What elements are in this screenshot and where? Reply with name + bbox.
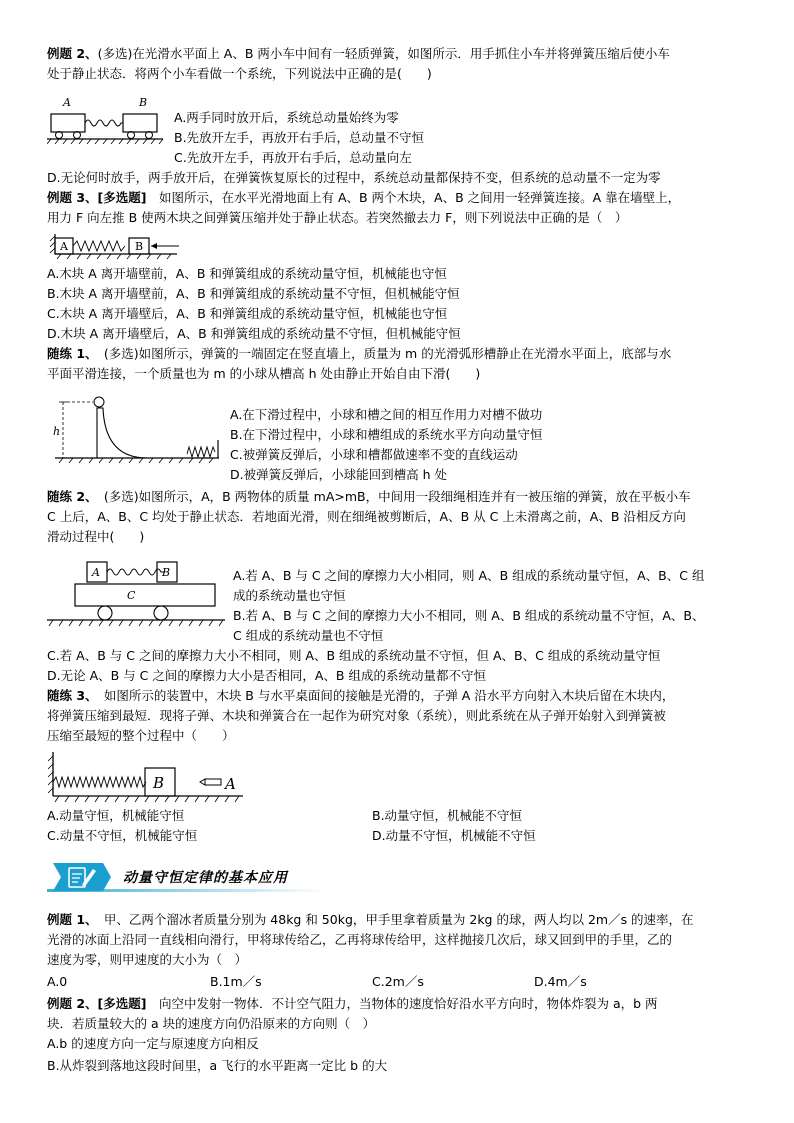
cart-a-label: A [63, 96, 71, 109]
ex3-option-a: A.木块 A 离开墙壁前，A、B 和弹簧组成的系统动量守恒，机械能也守恒 [47, 266, 447, 281]
block-b-label: B [153, 774, 165, 792]
cart-b-label: B [139, 96, 148, 109]
p1-option-a: A.在下滑过程中，小球和槽之间的相互作用力对槽不做功 [230, 407, 543, 422]
ex2b-option-b: B.从炸裂到落地这段时间里，a 飞行的水平距离一定比 b 的大 [47, 1058, 388, 1073]
p3-option-b: B.动量守恒，机械能不守恒 [372, 808, 523, 823]
cart-c-label: C [127, 589, 136, 602]
ex1b-option-a: A.0 [47, 974, 68, 989]
ex2b-line1: 例题 2、[多选题] 向空中发射一物体．不计空气阻力，当物体的速度恰好沿水平方向时，物体炸裂为 a，b 两 [47, 996, 658, 1011]
block-a-label: A [92, 566, 100, 579]
ex2b-option-a: A.b 的速度方向一定与原速度方向相反 [47, 1036, 259, 1051]
question-label: 随练 1、 [47, 346, 92, 361]
section-banner [47, 859, 759, 895]
p2-option-a-line1: A.若 A、B 与 C 之间的摩擦力大小相同，则 A、B 组成的系统动量守恒，A、B、C 组 [233, 568, 705, 583]
p2-line2: C 上后，A、B、C 均处于静止状态．若地面光滑，则在细绳被剪断后，A、B 从 C 上未滑离之前，A、B 沿相反方向 [47, 509, 686, 524]
p2-option-d: D.无论 A、B 与 C 之间的摩擦力大小是否相同，A、B 组成的系统动量都不守恒 [47, 668, 486, 683]
ex2-option-d: D.无论何时放手，两手放开后，在弹簧恢复原长的过程中，系统总动量都保持不变，但系统的总动量不一定为零 [47, 170, 661, 185]
ex2-line1: 例题 2、(多选)在光滑水平面上 A、B 两小车中间有一轻质弹簧，如图所示．用手抓住小车并将弹簧压缩后使小车 [47, 46, 670, 61]
p3-option-a: A.动量守恒，机械能守恒 [47, 808, 185, 823]
height-label: h [53, 425, 61, 438]
ex2-option-a: A.两手同时放开后，系统总动量始终为零 [174, 110, 399, 125]
block-b-label: B [162, 566, 171, 579]
p2-line3: 滑动过程中( ) [47, 529, 145, 544]
question-label: 例题 2、[多选题] [47, 996, 147, 1011]
question-label: 例题 3、[多选题] [47, 190, 147, 205]
ex1b-line1: 例题 1、 甲、乙两个溜冰者质量分别为 48kg 和 50kg，甲手里拿着质量为 2kg 的球，两人均以 2m／s 的速率，在 [47, 912, 694, 927]
p2-option-c: C.若 A、B 与 C 之间的摩擦力大小不相同，则 A、B 组成的系统动量不守恒，但 A、B、C 组成的系统动量守恒 [47, 648, 661, 663]
p3-option-d: D.动量不守恒，机械能不守恒 [372, 828, 536, 843]
ex1b-option-d: D.4m／s [534, 974, 587, 989]
p1-line2: 平面平滑连接，一个质量也为 m 的小球从槽高 h 处由静止开始自由下滑( ) [47, 366, 481, 381]
ex1b-line2: 光滑的冰面上沿同一直线相向滑行，甲将球传给乙，乙再将球传给甲，这样抛接几次后，球又回到甲的手里，乙的 [47, 932, 673, 947]
bullet-a-label: A [225, 775, 236, 793]
curved-slot-figure [47, 392, 227, 468]
block-a-label: A [60, 240, 68, 253]
question-label: 例题 2、 [47, 46, 98, 61]
p3-line2: 将弹簧压缩到最短．现将子弹、木块和弹簧合在一起作为研究对象（系统），则此系统在从子弹开始射入到弹簧被 [47, 708, 666, 723]
p1-option-c: C.被弹簧反弹后，小球和槽都做速率不变的直线运动 [230, 447, 518, 462]
p1-line1: 随练 1、 (多选)如图所示，弹簧的一端固定在竖直墙上，质量为 m 的光滑弧形槽静止在光滑水平面上，底部与水 [47, 346, 672, 361]
question-label: 随练 3、 [47, 688, 92, 703]
p3-option-c: C.动量不守恒，机械能守恒 [47, 828, 198, 843]
ex2-option-c: C.先放开左手，再放开右手后，总动量向左 [174, 150, 412, 165]
section-title: 动量守恒定律的基本应用 [123, 870, 288, 886]
bullet-block-figure [47, 748, 247, 806]
p1-option-b: B.在下滑过程中，小球和槽组成的系统水平方向动量守恒 [230, 427, 543, 442]
block-b-label: B [135, 240, 144, 253]
p2-line1: 随练 2、 (多选)如图所示，A，B 两物体的质量 mA>mB，中间用一段细绳相连并有一被压缩的弹簧，放在平板小车 [47, 489, 691, 504]
wall-blocks-figure [47, 232, 187, 262]
ex2b-line2: 块．若质量较大的 a 块的速度方向仍沿原来的方向则（ ） [47, 1016, 376, 1031]
two-carts-figure [47, 96, 167, 148]
ex2-line2: 处于静止状态．将两个小车看做一个系统，下列说法中正确的是( ) [47, 66, 432, 81]
ex3-line1: 例题 3、[多选题] 如图所示，在水平光滑地面上有 A、B 两个木块，A、B 之间用一轻弹簧连接。A 靠在墙壁上， [47, 190, 681, 205]
question-label: 例题 1、 [47, 912, 92, 927]
p2-option-a-line2: 成的系统动量也守恒 [233, 588, 346, 603]
p3-line3: 压缩至最短的整个过程中（ ） [47, 728, 235, 743]
ex3-option-d: D.木块 A 离开墙壁后，A、B 和弹簧组成的系统动量不守恒，但机械能守恒 [47, 326, 461, 341]
ex3-line2: 用力 F 向左推 B 使两木块之间弹簧压缩并处于静止状态。若突然撤去力 F，则下列说法中正确的是（ ） [47, 210, 628, 225]
ex2-option-b: B.先放开左手，再放开右手后，总动量不守恒 [174, 130, 425, 145]
ex1b-line3: 速度为零，则甲速度的大小为（ ） [47, 952, 248, 967]
ex1b-option-b: B.1m／s [210, 974, 262, 989]
p2-option-b-line2: C 组成的系统动量也不守恒 [233, 628, 384, 643]
p3-line1: 随练 3、 如图所示的装置中，木块 B 与水平桌面间的接触是光滑的，子弹 A 沿水平方向射入木块后留在木块内， [47, 688, 675, 703]
question-label: 随练 2、 [47, 489, 92, 504]
p2-option-b-line1: B.若 A、B 与 C 之间的摩擦力大小不相同，则 A、B 组成的系统动量不守恒，A、B、 [233, 608, 705, 623]
p1-option-d: D.被弹簧反弹后，小球能回到槽高 h 处 [230, 467, 447, 482]
cart-blocks-figure [47, 556, 227, 636]
ex3-option-b: B.木块 A 离开墙壁前，A、B 和弹簧组成的系统动量不守恒，但机械能守恒 [47, 286, 460, 301]
ex1b-option-c: C.2m／s [372, 974, 424, 989]
ex3-option-c: C.木块 A 离开墙壁后，A、B 和弹簧组成的系统动量守恒，机械能也守恒 [47, 306, 448, 321]
